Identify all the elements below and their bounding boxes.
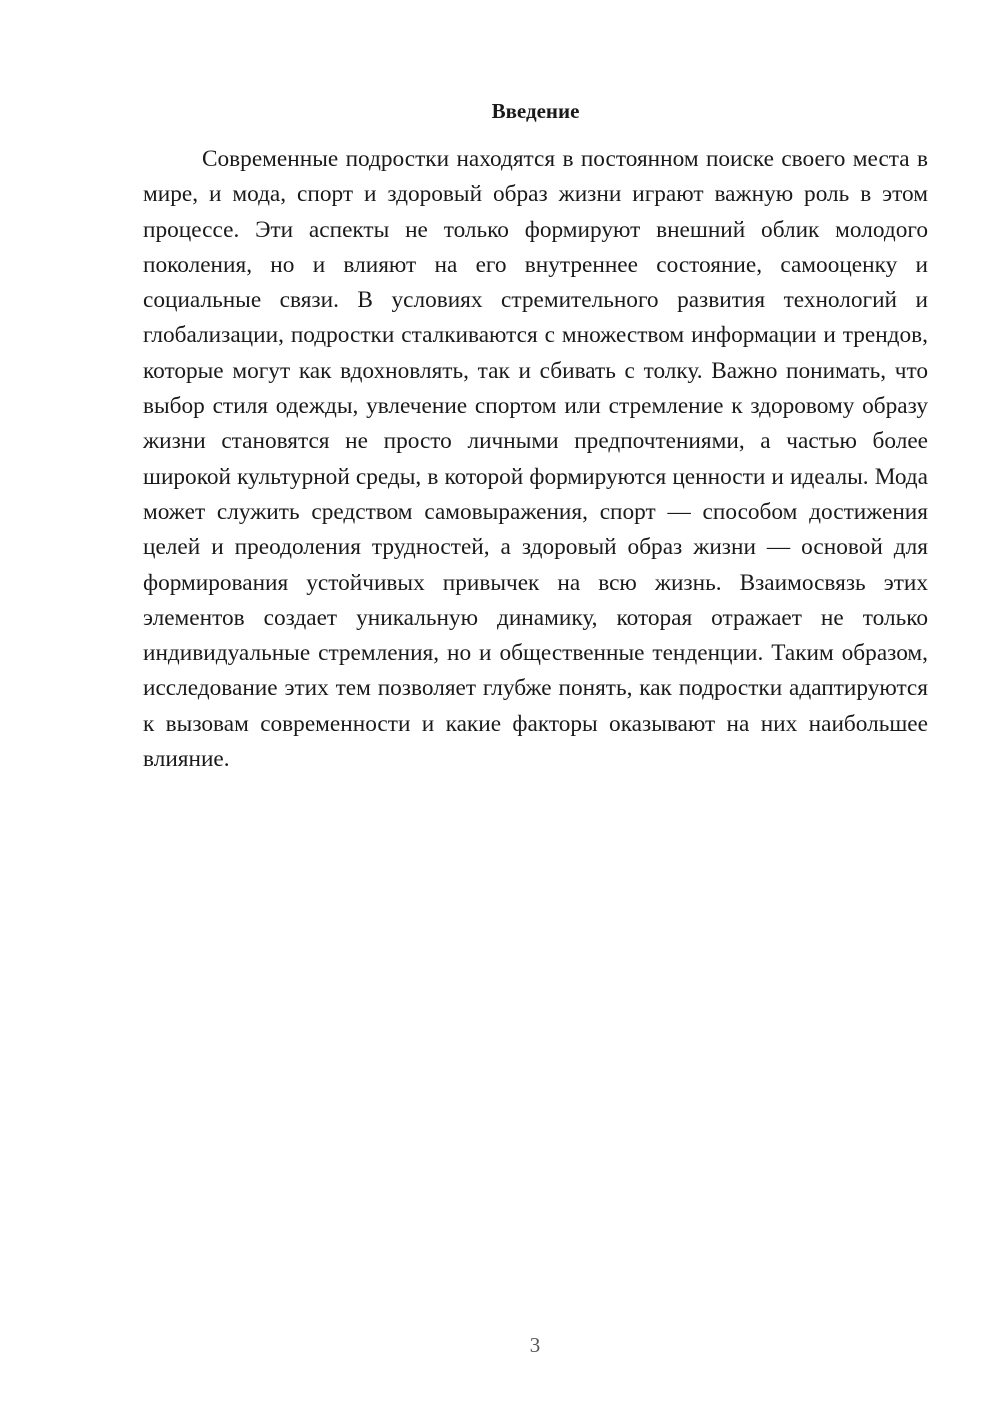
intro-paragraph: Современные подростки находятся в постоянном поиске своего места в мире, и мода, спорт и здоровый образ жизни играют важную роль в этом процессе. Эти аспекты не только формируют внешний облик молодого поколения, но и влияют на его внутреннее состояние, самооценку и социальные связи. В условиях стремительного развития технологий и глобализации, подростки сталкиваются с множеством информации и трендов, которые могут как вдохновлять, так и сбивать с толку. Важно понимать, что выбор стиля одежды, увлечение спортом или стремление к здоровому образу жизни становятся не просто личными предпочтениями, а частью более широкой культурной среды, в которой формируются ценности и идеалы. Мода может служить средством самовыражения, спорт — способом достижения целей и преодоления трудностей, а здоровый образ жизни — основой для формирования устойчивых привычек на всю жизнь. Взаимосвязь этих элементов создает уникальную динамику, которая отражает не только индивидуальные стремления, но и общественные тенденции. Таким образом, исследование этих тем позволяет глубже понять, как подростки адаптируются к вызовам современности и какие факторы оказывают на них наибольшее влияние. — [143, 146, 928, 773]
page-number: 3 — [529, 1333, 541, 1357]
section-heading: Введение — [491, 99, 580, 123]
